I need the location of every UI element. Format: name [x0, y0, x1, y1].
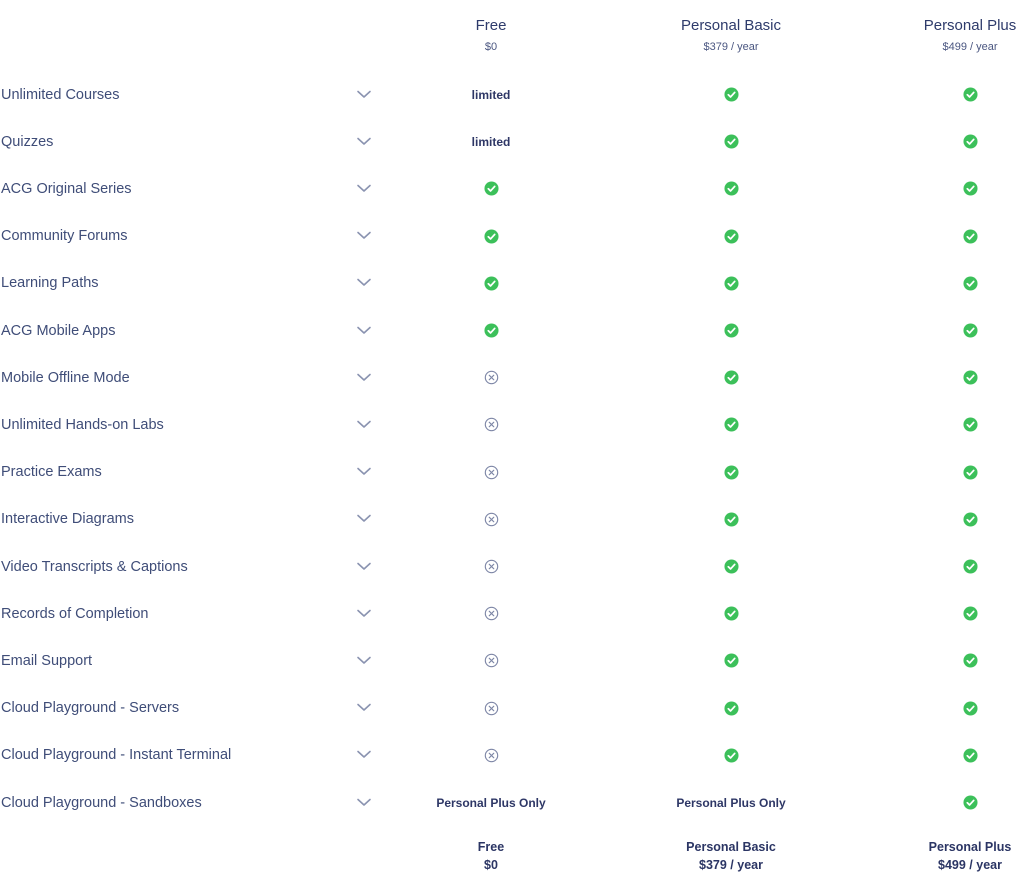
- feature-cell-personal-plus: [880, 307, 1024, 354]
- feature-cell-personal-plus: [880, 732, 1024, 779]
- feature-cell-personal-basic: [641, 685, 821, 732]
- check-circle-icon: [963, 229, 978, 244]
- footer-plan-name: Free: [477, 840, 505, 854]
- feature-label: Cloud Playground - Servers: [1, 700, 180, 717]
- chevron-down-icon[interactable]: [356, 703, 372, 713]
- feature-cell-free: [401, 354, 581, 401]
- check-circle-icon: [963, 653, 978, 668]
- check-circle-icon: [484, 323, 499, 338]
- plan-header-free: [401, 16, 581, 54]
- feature-label: Learning Paths: [1, 275, 99, 292]
- check-circle-icon: [724, 323, 739, 338]
- feature-cell-free: [401, 165, 581, 212]
- chevron-down-icon[interactable]: [356, 372, 372, 382]
- feature-cell-free: [401, 543, 581, 590]
- feature-cell-personal-basic: [641, 260, 821, 307]
- feature-row[interactable]: [0, 496, 1024, 543]
- chevron-down-icon[interactable]: [356, 797, 372, 807]
- check-circle-icon: [963, 181, 978, 196]
- feature-cell-free: [401, 637, 581, 684]
- check-circle-icon: [963, 748, 978, 763]
- feature-cell-personal-plus: [880, 401, 1024, 448]
- footer-plan-personal-basic: [641, 838, 821, 874]
- plan-name: Free: [475, 17, 507, 34]
- x-circle-icon: [484, 417, 499, 432]
- feature-cell-free: [401, 213, 581, 260]
- check-circle-icon: [724, 417, 739, 432]
- feature-label: Community Forums: [1, 228, 128, 245]
- feature-label: Email Support: [1, 652, 93, 669]
- plan-header-personal-basic: [641, 16, 821, 54]
- feature-cell-personal-basic: [641, 496, 821, 543]
- feature-cell-personal-basic: [641, 637, 821, 684]
- feature-cell-personal-basic: [641, 71, 821, 118]
- feature-row[interactable]: [0, 118, 1024, 165]
- check-circle-icon: [963, 559, 978, 574]
- feature-row[interactable]: [0, 401, 1024, 448]
- chevron-down-icon[interactable]: [356, 514, 372, 524]
- plan-header-personal-plus: [880, 16, 1024, 54]
- feature-cell-free: [401, 260, 581, 307]
- x-circle-icon: [484, 748, 499, 763]
- plan-price: $379 / year: [703, 41, 759, 53]
- feature-value-text: limited: [471, 87, 511, 102]
- check-circle-icon: [724, 748, 739, 763]
- footer-plan-free: [401, 838, 581, 874]
- feature-label: Quizzes: [1, 133, 54, 150]
- chevron-down-icon[interactable]: [356, 655, 372, 665]
- chevron-down-icon[interactable]: [356, 608, 372, 618]
- feature-cell-personal-basic: [641, 401, 821, 448]
- check-circle-icon: [724, 701, 739, 716]
- check-circle-icon: [963, 465, 978, 480]
- check-circle-icon: [963, 87, 978, 102]
- feature-label: ACG Mobile Apps: [1, 322, 116, 339]
- chevron-down-icon[interactable]: [356, 419, 372, 429]
- check-circle-icon: [724, 653, 739, 668]
- feature-cell-personal-plus: [880, 118, 1024, 165]
- feature-cell-free: [401, 71, 581, 118]
- feature-label: Unlimited Hands-on Labs: [1, 416, 164, 433]
- check-circle-icon: [963, 276, 978, 291]
- footer-plan-personal-plus: [880, 838, 1024, 874]
- feature-cell-personal-basic: [641, 732, 821, 779]
- check-circle-icon: [484, 181, 499, 196]
- feature-cell-personal-plus: [880, 685, 1024, 732]
- chevron-down-icon[interactable]: [356, 750, 372, 760]
- feature-cell-personal-plus: [880, 260, 1024, 307]
- check-circle-icon: [963, 370, 978, 385]
- feature-cell-personal-plus: [880, 543, 1024, 590]
- feature-cell-free: [401, 779, 581, 826]
- feature-label: Mobile Offline Mode: [1, 369, 130, 386]
- feature-cell-personal-plus: [880, 165, 1024, 212]
- feature-label: Cloud Playground - Sandboxes: [1, 794, 202, 811]
- chevron-down-icon[interactable]: [356, 136, 372, 146]
- footer-plan-price: $499 / year: [938, 858, 1002, 872]
- footer-plan-price: $379 / year: [699, 858, 763, 872]
- feature-cell-free: [401, 401, 581, 448]
- feature-cell-personal-basic: [641, 590, 821, 637]
- check-circle-icon: [963, 512, 978, 527]
- check-circle-icon: [963, 606, 978, 621]
- feature-cell-personal-plus: [880, 637, 1024, 684]
- check-circle-icon: [963, 417, 978, 432]
- feature-value-text: Personal Plus Only: [436, 795, 546, 810]
- feature-cell-personal-basic: [641, 354, 821, 401]
- feature-cell-free: [401, 307, 581, 354]
- feature-label: Cloud Playground - Instant Terminal: [1, 747, 232, 764]
- check-circle-icon: [963, 701, 978, 716]
- feature-cell-personal-plus: [880, 213, 1024, 260]
- x-circle-icon: [484, 701, 499, 716]
- feature-value-text: limited: [471, 134, 511, 149]
- plan-name: Personal Basic: [680, 17, 782, 34]
- feature-cell-personal-plus: [880, 354, 1024, 401]
- check-circle-icon: [963, 323, 978, 338]
- chevron-down-icon[interactable]: [356, 231, 372, 241]
- feature-cell-free: [401, 732, 581, 779]
- feature-row[interactable]: [0, 165, 1024, 212]
- feature-cell-personal-basic: [641, 165, 821, 212]
- feature-row[interactable]: [0, 732, 1024, 779]
- feature-cell-personal-basic: [641, 543, 821, 590]
- feature-label: Video Transcripts & Captions: [1, 558, 188, 575]
- feature-label: Records of Completion: [1, 605, 149, 622]
- chevron-down-icon[interactable]: [356, 183, 372, 193]
- x-circle-icon: [484, 559, 499, 574]
- feature-row[interactable]: [0, 354, 1024, 401]
- footer-plan-name: Personal Basic: [686, 840, 776, 854]
- feature-row[interactable]: [0, 685, 1024, 732]
- feature-cell-free: [401, 496, 581, 543]
- check-circle-icon: [724, 559, 739, 574]
- feature-row[interactable]: [0, 543, 1024, 590]
- check-circle-icon: [724, 87, 739, 102]
- feature-cell-personal-basic: [641, 307, 821, 354]
- x-circle-icon: [484, 653, 499, 668]
- feature-cell-personal-plus: [880, 496, 1024, 543]
- check-circle-icon: [484, 276, 499, 291]
- x-circle-icon: [484, 512, 499, 527]
- feature-row[interactable]: [0, 260, 1024, 307]
- feature-cell-free: [401, 449, 581, 496]
- feature-label: Practice Exams: [1, 464, 102, 481]
- feature-cell-personal-basic: [641, 118, 821, 165]
- feature-label: Interactive Diagrams: [1, 511, 134, 528]
- feature-row[interactable]: [0, 449, 1024, 496]
- feature-cell-personal-plus: [880, 449, 1024, 496]
- feature-row[interactable]: [0, 637, 1024, 684]
- feature-cell-personal-plus: [880, 71, 1024, 118]
- feature-cell-personal-plus: [880, 590, 1024, 637]
- feature-row[interactable]: [0, 590, 1024, 637]
- footer-plan-name: Personal Plus: [928, 840, 1012, 854]
- feature-label: ACG Original Series: [1, 180, 132, 197]
- check-circle-icon: [724, 276, 739, 291]
- check-circle-icon: [484, 229, 499, 244]
- feature-cell-personal-plus: [880, 779, 1024, 826]
- check-circle-icon: [724, 370, 739, 385]
- check-circle-icon: [963, 795, 978, 810]
- feature-cell-personal-basic: [641, 213, 821, 260]
- plan-price: $499 / year: [942, 41, 998, 53]
- plan-price: $0: [484, 41, 498, 53]
- check-circle-icon: [724, 465, 739, 480]
- chevron-down-icon[interactable]: [356, 325, 372, 335]
- footer-plan-price: $0: [484, 858, 498, 872]
- feature-cell-free: [401, 685, 581, 732]
- feature-row[interactable]: [0, 307, 1024, 354]
- x-circle-icon: [484, 465, 499, 480]
- chevron-down-icon[interactable]: [356, 89, 372, 99]
- feature-cell-personal-basic: [641, 449, 821, 496]
- plan-name: Personal Plus: [923, 17, 1017, 34]
- x-circle-icon: [484, 606, 499, 621]
- check-circle-icon: [724, 134, 739, 149]
- feature-row[interactable]: [0, 779, 1024, 826]
- check-circle-icon: [724, 512, 739, 527]
- chevron-down-icon[interactable]: [356, 467, 372, 477]
- check-circle-icon: [724, 181, 739, 196]
- feature-row[interactable]: [0, 71, 1024, 118]
- feature-cell-personal-basic: [641, 779, 821, 826]
- check-circle-icon: [724, 606, 739, 621]
- feature-value-text: Personal Plus Only: [676, 795, 786, 810]
- x-circle-icon: [484, 370, 499, 385]
- feature-label: Unlimited Courses: [1, 86, 120, 103]
- check-circle-icon: [963, 134, 978, 149]
- chevron-down-icon[interactable]: [356, 278, 372, 288]
- feature-cell-free: [401, 118, 581, 165]
- feature-cell-free: [401, 590, 581, 637]
- chevron-down-icon[interactable]: [356, 561, 372, 571]
- check-circle-icon: [724, 229, 739, 244]
- feature-row[interactable]: [0, 213, 1024, 260]
